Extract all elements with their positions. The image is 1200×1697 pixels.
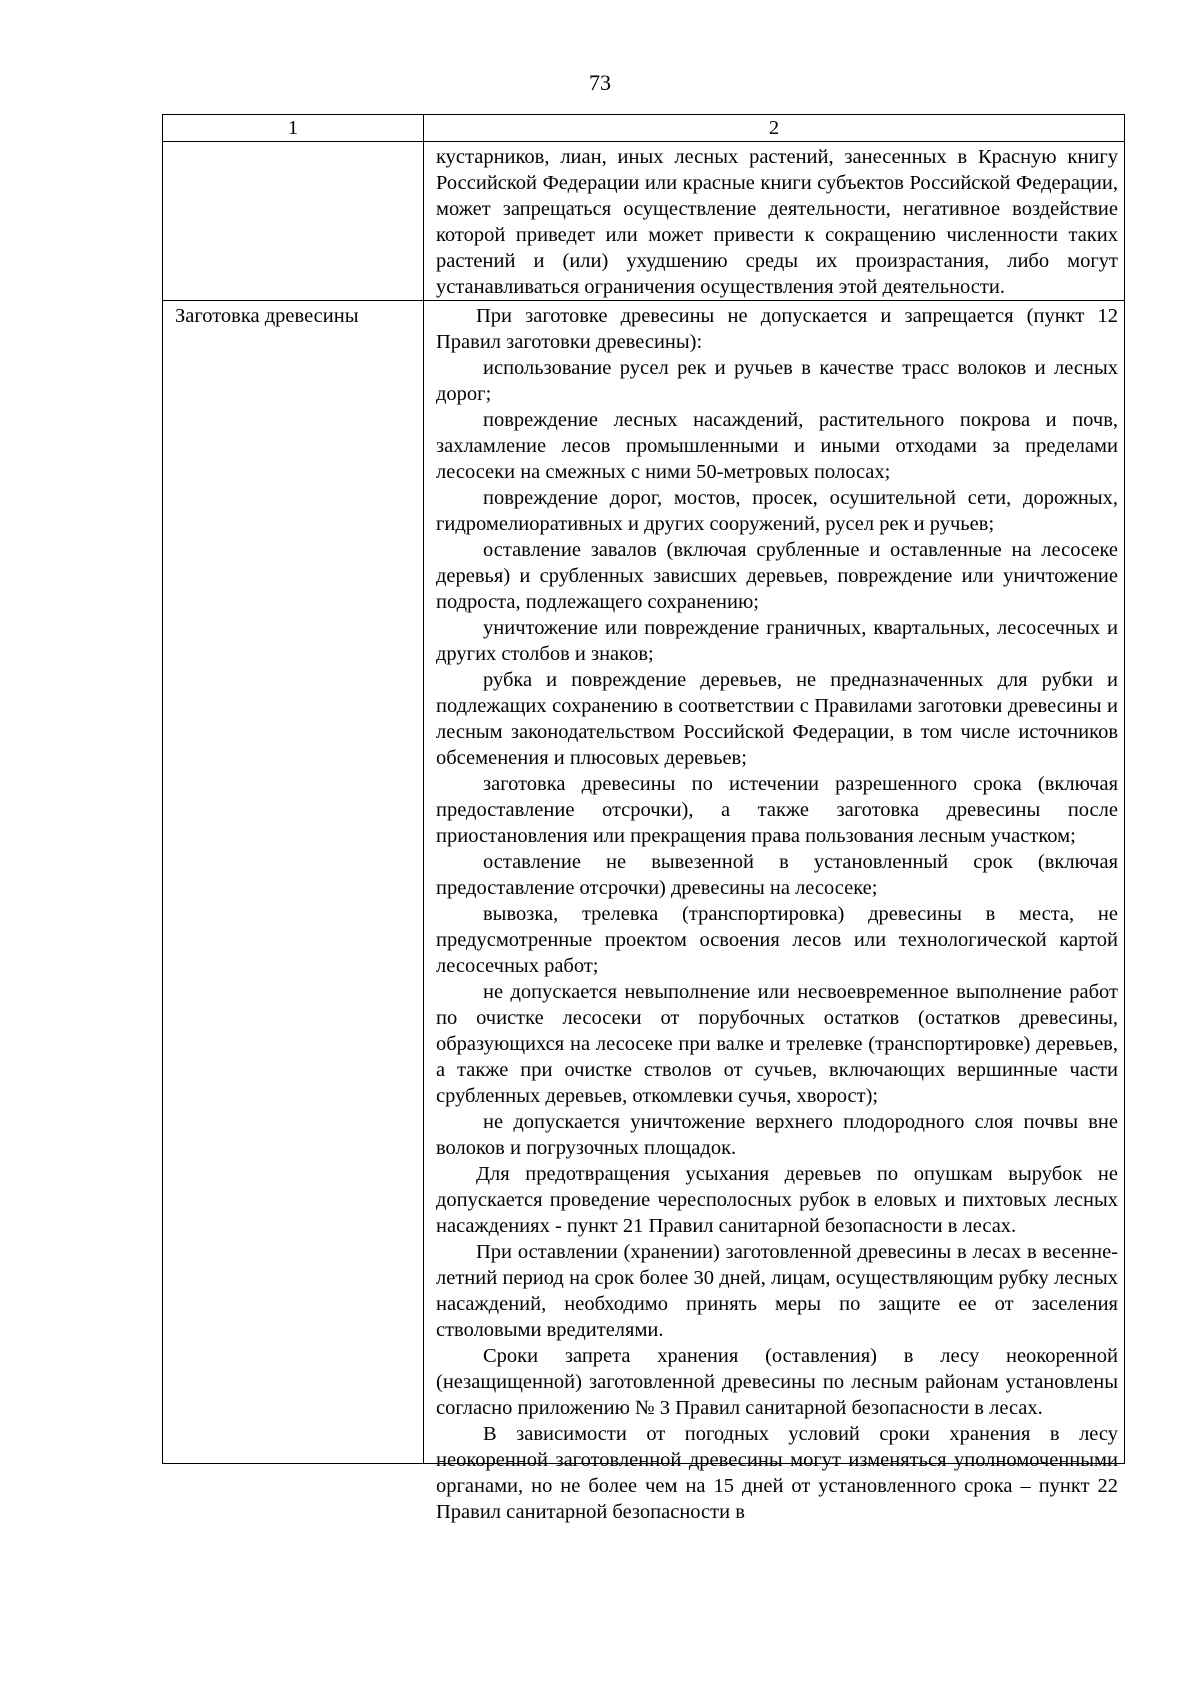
table-row	[163, 301, 1125, 1464]
requirement-paragraph: Сроки запрета хранения (оставления) в лесу неокоренной (незащищенной) заготовленной древесины по лесным районам установлены согласно приложению № 3 Правил санитарной безопасности в лесах.	[436, 1345, 1118, 1419]
requirement-paragraph: кустарников, лиан, иных лесных растений, занесенных в Красную книгу Российской Федерации или красные книги субъектов Российской Федерации, может запрещаться осуществление деятельности, негативное воздействие которой приведет или может привести к сокращению численности таких растений и (или) ухудшению среды их произрастания, либо могут устанавливаться ограничения осуществления этой деятельности.	[436, 146, 1118, 298]
requirement-paragraph: При оставлении (хранении) заготовленной древесины в лесах в весенне-летний период на срок более 30 дней, лицам, осуществляющим рубку лесных насаждений, необходимо принять меры по защите ее от заселения стволовыми вредителями.	[436, 1241, 1118, 1341]
requirement-paragraph: оставление завалов (включая срубленные и оставленные на лесосеке деревья) и срубленных зависших деревьев, повреждение или уничтожение подроста, подлежащего сохранению;	[436, 539, 1118, 613]
requirement-paragraph: использование русел рек и ручьев в качестве трасс волоков и лесных дорог;	[436, 357, 1118, 405]
table-cell-activity	[163, 142, 424, 301]
requirement-paragraph: повреждение лесных насаждений, растительного покрова и почв, захламление лесов промышленными и иными отходами за пределами лесосеки на смежных с ними 50-метровых полосах;	[436, 409, 1118, 483]
activity-label	[163, 142, 423, 144]
requirement-paragraph: рубка и повреждение деревьев, не предназначенных для рубки и подлежащих сохранению в соответствии с Правилами заготовки древесины и лесным законодательством Российской Федерации, в том числе источников обсеменения и плюсовых деревьев;	[436, 669, 1118, 769]
table-cell-activity	[163, 301, 424, 1464]
requirement-paragraph: уничтожение или повреждение граничных, квартальных, лесосечных и других столбов и знаков;	[436, 617, 1118, 665]
requirement-paragraph: не допускается невыполнение или несвоевременное выполнение работ по очистке лесосеки от порубочных остатков (остатков древесины, образующихся на лесосеке при валке и трелевке (транспортировке) деревьев, а также при очистке стволов от сучьев, включающих вершинные части срубленных деревьев, откомлевки сучья, хворост);	[436, 981, 1118, 1107]
activity-label: Заготовка древесины	[175, 305, 359, 327]
requirement-paragraph: При заготовке древесины не допускается и запрещается (пункт 12 Правил заготовки древесины):	[436, 305, 1118, 353]
requirement-paragraph: оставление не вывезенной в установленный срок (включая предоставление отсрочки) древесины на лесосеке;	[436, 851, 1118, 899]
document-table	[162, 114, 1125, 1523]
table-cell-requirements	[424, 301, 1125, 1523]
requirement-paragraph: Для предотвращения усыхания деревьев по опушкам вырубок не допускается проведение чересполосных рубок в еловых и пихтовых лесных насаждениях - пункт 21 Правил санитарной безопасности в лесах.	[436, 1163, 1118, 1237]
column-header-2: 2	[424, 115, 1125, 142]
requirement-paragraph: заготовка древесины по истечении разрешенного срока (включая предоставление отсрочки), а также заготовка древесины после приостановления или прекращения права пользования лесным участком;	[436, 773, 1118, 847]
requirement-paragraph: повреждение дорог, мостов, просек, осушительной сети, дорожных, гидромелиоративных и других сооружений, русел рек и ручьев;	[436, 487, 1118, 535]
requirement-paragraph: вывозка, трелевка (транспортировка) древесины в места, не предусмотренные проектом освоения лесов или технологической картой лесосечных работ;	[436, 903, 1118, 977]
requirement-paragraph: В зависимости от погодных условий сроки хранения в лесу неокоренной заготовленной древесины могут изменяться уполномоченными органами, но не более чем на 15 дней от установленного срока – пункт 22 Правил санитарной безопасности в	[436, 1423, 1118, 1523]
page-number: 73	[589, 70, 611, 95]
column-header-1: 1	[163, 115, 424, 142]
table-row	[163, 142, 1125, 301]
requirement-paragraph: не допускается уничтожение верхнего плодородного слоя почвы вне волоков и погрузочных площадок.	[436, 1111, 1118, 1159]
table-header-row	[163, 115, 1125, 142]
table-cell-requirements	[424, 142, 1125, 301]
